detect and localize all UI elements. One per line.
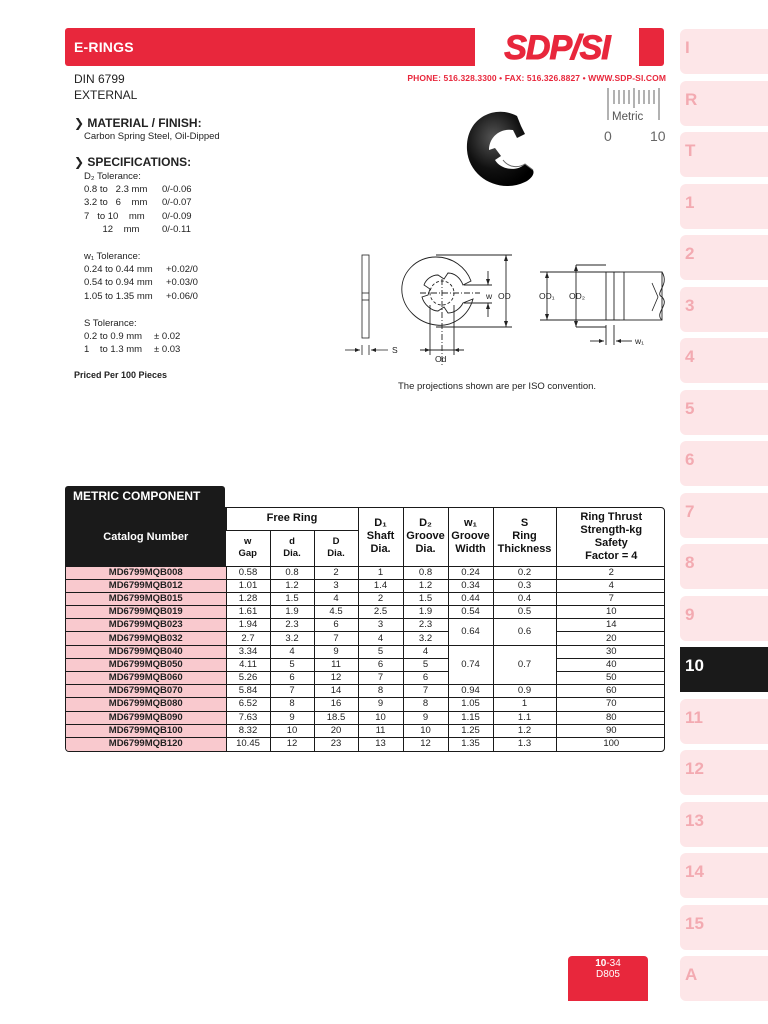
catalog-number: MD6799MQB032: [66, 632, 226, 645]
catalog-number: MD6799MQB012: [66, 579, 226, 592]
cell-w1: 0.44: [448, 592, 493, 605]
cell-gap: 1.28: [226, 592, 270, 605]
material-heading: ❯ MATERIAL / FINISH:: [74, 116, 202, 130]
table-row: [66, 698, 665, 711]
svg-text:SDP/SI: SDP/SI: [504, 29, 610, 66]
cell-d: 1.2: [270, 579, 314, 592]
priced-note: Priced Per 100 Pieces: [74, 370, 168, 380]
cell-gap: 8.32: [226, 724, 270, 737]
tab-section-8[interactable]: 8: [680, 544, 768, 589]
cell-D: 11: [314, 658, 358, 671]
cell-s: 0.6: [493, 619, 556, 645]
cell-thrust: 50: [556, 672, 665, 685]
metric-component-table: [65, 507, 665, 752]
cell-gap: 7.63: [226, 711, 270, 724]
cell-thrust: 20: [556, 632, 665, 645]
cell-d2: 1.9: [403, 606, 448, 619]
tab-section-a[interactable]: A: [680, 956, 768, 1001]
table-row: [66, 632, 665, 645]
tab-section-5[interactable]: 5: [680, 390, 768, 435]
cell-d: 5: [270, 658, 314, 671]
cell-thrust: 70: [556, 698, 665, 711]
tab-section-7[interactable]: 7: [680, 493, 768, 538]
section-tabs: [680, 0, 768, 1024]
cell-d2: 0.8: [403, 566, 448, 579]
cell-D: 7: [314, 632, 358, 645]
cell-d: 1.5: [270, 592, 314, 605]
tab-section-11[interactable]: 11: [680, 699, 768, 744]
table-row: [66, 579, 665, 592]
cell-s: 0.3: [493, 579, 556, 592]
projection-note: The projections shown are per ISO convention.: [398, 381, 597, 392]
s-tolerance-table: 0.2 to 0.9 mm ± 0.02 1 to 1.3 mm ± 0.03: [84, 331, 181, 356]
header-D-dia: D Dia.: [314, 530, 358, 566]
cell-d: 0.8: [270, 566, 314, 579]
catalog-number: MD6799MQB015: [66, 592, 226, 605]
cell-w1: 0.74: [448, 645, 493, 685]
cell-d2: 4: [403, 645, 448, 658]
cell-D: 4: [314, 592, 358, 605]
cell-gap: 3.34: [226, 645, 270, 658]
page-number: 10-34 D805: [568, 956, 648, 1001]
cell-thrust: 7: [556, 592, 665, 605]
cell-d2: 1.2: [403, 579, 448, 592]
cell-d: 6: [270, 672, 314, 685]
cell-D: 16: [314, 698, 358, 711]
cell-thrust: 80: [556, 711, 665, 724]
w1-tolerance-table: 0.24 to 0.44 mm +0.02/0 0.54 to 0.94 mm +0.03/0 1.05 to 1.35 mm +0.06/0: [84, 264, 198, 302]
cell-w1: 1.15: [448, 711, 493, 724]
svg-text:OD₂: OD₂: [569, 291, 586, 301]
tab-section-9[interactable]: 9: [680, 596, 768, 641]
tab-section-15[interactable]: 15: [680, 905, 768, 950]
cell-d: 8: [270, 698, 314, 711]
cell-d: 7: [270, 685, 314, 698]
cell-gap: 4.11: [226, 658, 270, 671]
cell-gap: 0.58: [226, 566, 270, 579]
cell-w1: 0.34: [448, 579, 493, 592]
cell-w1: 1.05: [448, 698, 493, 711]
table-row: [66, 606, 665, 619]
header-bar-end: [639, 28, 664, 66]
cell-w1: 0.94: [448, 685, 493, 698]
catalog-number: MD6799MQB040: [66, 645, 226, 658]
cell-d1: 1: [358, 566, 403, 579]
cell-d1: 6: [358, 658, 403, 671]
cell-thrust: 4: [556, 579, 665, 592]
table-row: [66, 672, 665, 685]
cell-d2: 3.2: [403, 632, 448, 645]
svg-text:OD: OD: [498, 291, 511, 301]
tab-section-i[interactable]: I: [680, 29, 768, 74]
cell-thrust: 14: [556, 619, 665, 632]
tab-section-1[interactable]: 1: [680, 184, 768, 229]
technical-drawing: [340, 245, 670, 370]
cell-w1: 0.64: [448, 619, 493, 645]
table-row: [66, 711, 665, 724]
cell-D: 4.5: [314, 606, 358, 619]
cell-d1: 13: [358, 737, 403, 750]
tab-section-t[interactable]: T: [680, 132, 768, 177]
cell-gap: 5.84: [226, 685, 270, 698]
cell-d: 4: [270, 645, 314, 658]
cell-s: 0.2: [493, 566, 556, 579]
cell-gap: 6.52: [226, 698, 270, 711]
cell-w1: 1.35: [448, 737, 493, 750]
cell-d1: 5: [358, 645, 403, 658]
tab-section-10-active[interactable]: 10: [680, 647, 768, 692]
catalog-number: MD6799MQB120: [66, 737, 226, 750]
tab-section-2[interactable]: 2: [680, 235, 768, 280]
cell-d2: 7: [403, 685, 448, 698]
d2-tolerance-label: D₂ Tolerance:: [84, 171, 141, 182]
cell-D: 20: [314, 724, 358, 737]
cell-d: 1.9: [270, 606, 314, 619]
table-row: [66, 566, 665, 579]
catalog-number: MD6799MQB090: [66, 711, 226, 724]
cell-D: 18.5: [314, 711, 358, 724]
cell-thrust: 40: [556, 658, 665, 671]
cell-d1: 7: [358, 672, 403, 685]
svg-text:w₁: w₁: [635, 336, 645, 346]
cell-d2: 5: [403, 658, 448, 671]
header-groove-dia: D₂ Groove Dia.: [403, 508, 448, 566]
cell-D: 2: [314, 566, 358, 579]
cell-D: 6: [314, 619, 358, 632]
svg-text:Metric: Metric: [612, 111, 644, 123]
cell-d1: 2: [358, 592, 403, 605]
tab-section-14[interactable]: 14: [680, 853, 768, 898]
cell-d2: 10: [403, 724, 448, 737]
svg-text:0: 0: [604, 128, 612, 143]
cell-d2: 12: [403, 737, 448, 750]
cell-thrust: 100: [556, 737, 665, 750]
header-groove-width: w₁ Groove Width: [448, 508, 493, 566]
tab-section-3[interactable]: 3: [680, 287, 768, 332]
din-standard: DIN 6799 EXTERNAL: [74, 72, 138, 102]
table-row: [66, 658, 665, 671]
cell-d1: 3: [358, 619, 403, 632]
cell-d1: 2.5: [358, 606, 403, 619]
cell-gap: 1.01: [226, 579, 270, 592]
svg-text:10: 10: [650, 128, 666, 143]
cell-d1: 11: [358, 724, 403, 737]
cell-d: 12: [270, 737, 314, 750]
cell-w1: 0.54: [448, 606, 493, 619]
cell-s: 1.2: [493, 724, 556, 737]
cell-s: 1.1: [493, 711, 556, 724]
s-tolerance-label: S Tolerance:: [84, 318, 137, 329]
cell-gap: 10.45: [226, 737, 270, 750]
svg-text:OD₁: OD₁: [539, 291, 555, 301]
w1-tolerance-label: w₁ Tolerance:: [84, 251, 141, 262]
catalog-number: MD6799MQB070: [66, 685, 226, 698]
table-row: [66, 724, 665, 737]
cell-thrust: 30: [556, 645, 665, 658]
catalog-number: MD6799MQB050: [66, 658, 226, 671]
tab-section-4[interactable]: 4: [680, 338, 768, 383]
page-title: E-RINGS: [74, 39, 134, 55]
cell-D: 9: [314, 645, 358, 658]
cell-s: 0.4: [493, 592, 556, 605]
cell-gap: 1.94: [226, 619, 270, 632]
tab-section-12[interactable]: 12: [680, 750, 768, 795]
cell-d2: 2.3: [403, 619, 448, 632]
table-row: [66, 737, 665, 750]
cell-gap: 2.7: [226, 632, 270, 645]
header-free-ring: Free Ring: [226, 508, 358, 530]
cell-d: 2.3: [270, 619, 314, 632]
catalog-number: MD6799MQB080: [66, 698, 226, 711]
cell-thrust: 10: [556, 606, 665, 619]
cell-thrust: 60: [556, 685, 665, 698]
header-thrust-strength: Ring Thrust Strength-kg Safety Factor = 4: [556, 508, 665, 566]
cell-d: 10: [270, 724, 314, 737]
cell-thrust: 90: [556, 724, 665, 737]
cell-gap: 1.61: [226, 606, 270, 619]
cell-d2: 6: [403, 672, 448, 685]
header-catalog-number: Catalog Number: [66, 508, 226, 566]
cell-D: 12: [314, 672, 358, 685]
table-section-tab: METRIC COMPONENT: [65, 486, 225, 507]
catalog-number: MD6799MQB023: [66, 619, 226, 632]
cell-d: 3.2: [270, 632, 314, 645]
specifications-heading: ❯ SPECIFICATIONS:: [74, 155, 192, 169]
cell-d1: 1.4: [358, 579, 403, 592]
cell-w1: 0.24: [448, 566, 493, 579]
tab-section-6[interactable]: 6: [680, 441, 768, 486]
d2-tolerance-table: 0.8 to 2.3 mm 0/-0.06 3.2 to 6 mm 0/-0.07 7 to 10 mm 0/-0.09 12 mm 0/-0.11: [84, 184, 192, 236]
cell-d1: 8: [358, 685, 403, 698]
table-row: [66, 592, 665, 605]
catalog-number: MD6799MQB060: [66, 672, 226, 685]
cell-s: 0.7: [493, 645, 556, 685]
cell-D: 3: [314, 579, 358, 592]
cell-d2: 1.5: [403, 592, 448, 605]
catalog-number: MD6799MQB019: [66, 606, 226, 619]
svg-text:Od: Od: [435, 354, 447, 364]
material-text: Carbon Spring Steel, Oil-Dipped: [84, 131, 220, 142]
cell-s: 0.9: [493, 685, 556, 698]
tab-section-13[interactable]: 13: [680, 802, 768, 847]
svg-text:w: w: [486, 291, 493, 301]
header-ring-thickness: S Ring Thickness: [493, 508, 556, 566]
chevron-right-icon: ❯: [74, 116, 85, 130]
cell-gap: 5.26: [226, 672, 270, 685]
header-d-dia: d Dia.: [270, 530, 314, 566]
cell-s: 1: [493, 698, 556, 711]
cell-s: 0.5: [493, 606, 556, 619]
svg-text:S: S: [392, 345, 398, 355]
cell-d1: 9: [358, 698, 403, 711]
catalog-number: MD6799MQB008: [66, 566, 226, 579]
table-row: [66, 619, 665, 632]
cell-D: 23: [314, 737, 358, 750]
catalog-number: MD6799MQB100: [66, 724, 226, 737]
contact-info: PHONE: 516.328.3300 • FAX: 516.326.8827 • WWW.SDP-SI.COM: [407, 73, 666, 83]
cell-thrust: 2: [556, 566, 665, 579]
tab-section-r[interactable]: R: [680, 81, 768, 126]
table-row: [66, 685, 665, 698]
cell-d: 9: [270, 711, 314, 724]
cell-s: 1.3: [493, 737, 556, 750]
cell-d2: 9: [403, 711, 448, 724]
cell-d2: 8: [403, 698, 448, 711]
cell-d1: 4: [358, 632, 403, 645]
cell-d1: 10: [358, 711, 403, 724]
header-gap: w Gap: [226, 530, 270, 566]
header-shaft-dia: D₁ Shaft Dia.: [358, 508, 403, 566]
cell-D: 14: [314, 685, 358, 698]
table-row: [66, 645, 665, 658]
chevron-right-icon: ❯: [74, 155, 85, 169]
sdpsi-logo: [478, 28, 636, 66]
cell-w1: 1.25: [448, 724, 493, 737]
e-ring-product-image: [455, 98, 555, 198]
metric-scale-icon: [604, 88, 666, 143]
